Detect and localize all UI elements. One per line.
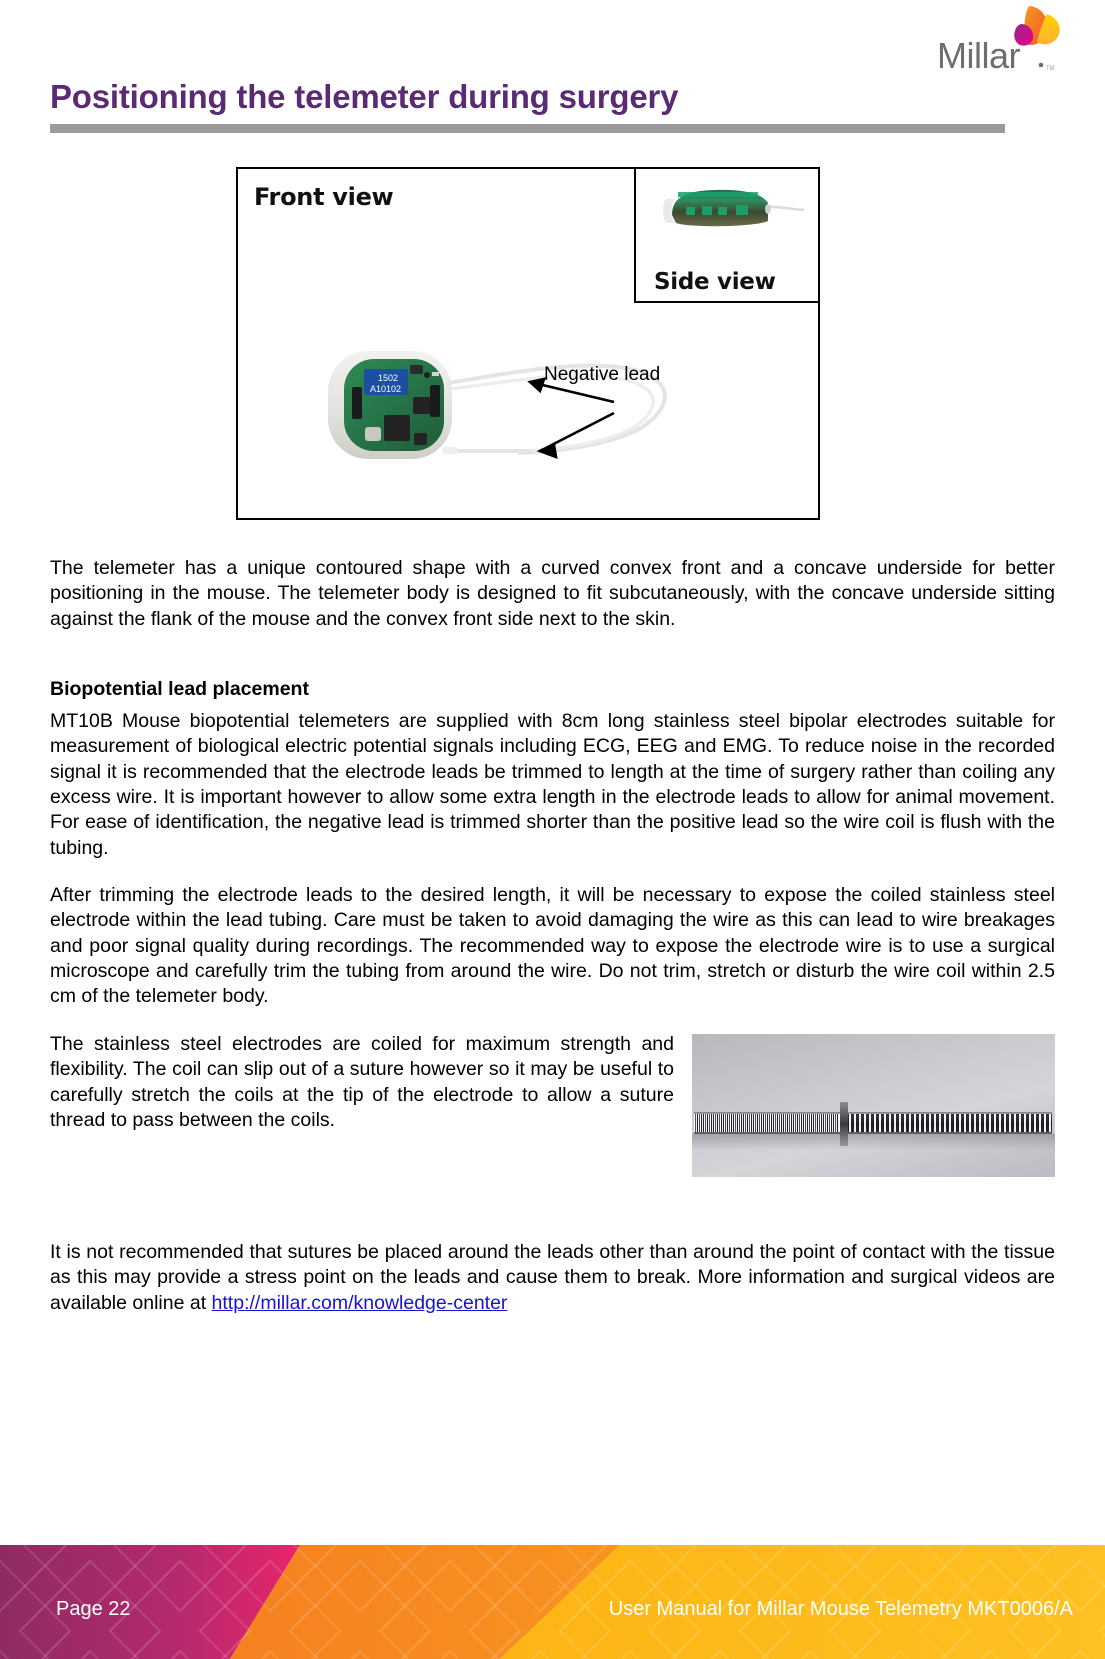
sutures-text: It is not recommended that sutures be placed around the leads other than around the point of contact with the tissue as this may provide a stress point on the leads and cause them to break. More information and surgical videos are available online at [50,1241,1055,1314]
biopotential-paragraph: MT10B Mouse biopotential telemeters are supplied with 8cm long stainless steel bipolar electrodes suitable for measurement of biological electric potential signals including ECG, EEG and EMG. To reduce noise in the recorded signal it is recommended that the electrode leads be trimmed to length at the time of surgery rather than coiling any excess wire. It is important however to allow some extra length in the electrode leads to allow for animal movement. For ease of identification, the negative lead is trimmed shorter than the positive lead so the wire coil is flush with the tubing. [50,710,1055,859]
electrode-tubing-joint [840,1102,848,1146]
telemeter-figure [236,167,820,520]
coiled-electrode-photo [692,1034,1055,1177]
telemeter-front-photo [318,339,738,479]
svg-text:TM: TM [1046,66,1055,72]
device-marking-2: A10102 [370,384,402,394]
page-title-block [50,78,1055,133]
svg-text:Millar: Millar [937,35,1020,76]
side-view-label: Side view [654,269,776,295]
page-footer [0,1541,1105,1659]
section-heading-biopotential: Biopotential lead placement [50,678,309,700]
title-divider [50,124,1005,133]
telemeter-side-photo [656,183,806,235]
millar-logo-icon [913,4,1083,76]
millar-logo [913,4,1083,76]
footer-manual-title: User Manual for Millar Mouse Telemetry MKT0006/A [608,1598,1073,1620]
footer-page-number: Page 22 [56,1598,131,1620]
page-title: Positioning the telemeter during surgery [50,78,679,115]
device-marking-1: 1502 [378,373,399,383]
knowledge-center-link[interactable]: http://millar.com/knowledge-center [211,1291,508,1314]
intro-paragraph: The telemeter has a unique contoured shape with a curved convex front and a concave underside for better positioning in the mouse. The telemeter body is designed to fit subcutaneously, with the concave underside sitting against the flank of the mouse and the convex front side next to the skin. [50,557,1055,630]
front-view-label: Front view [254,183,394,211]
negative-lead-callout: Negative lead [544,364,661,385]
coiled-electrode-section [50,1032,1055,1177]
electrode-coil-fine [694,1114,839,1132]
sutures-paragraph [50,1240,1055,1316]
after-trimming-paragraph: After trimming the electrode leads to the desired length, it will be necessary to expose the coiled stainless steel electrode within the lead tubing. Care must be taken to avoid damaging the wire as this can lead to wire breakages and poor signal quality during recordings. The recommended way to expose the electrode wire is to use a surgical microscope and carefully trim the tubing from around the wire. Do not trim, stretch or disturb the wire coil within 2.5 cm of the telemeter body. [50,884,1055,1008]
side-view-panel [634,167,820,303]
coiled-paragraph: The stainless steel electrodes are coiled for maximum strength and flexibility. The coil can slip out of a suture however so it may be useful to carefully stretch the coils at the tip of the electrode to allow a suture thread to pass between the coils. [50,1033,674,1132]
photo-shadow [692,1134,1055,1150]
